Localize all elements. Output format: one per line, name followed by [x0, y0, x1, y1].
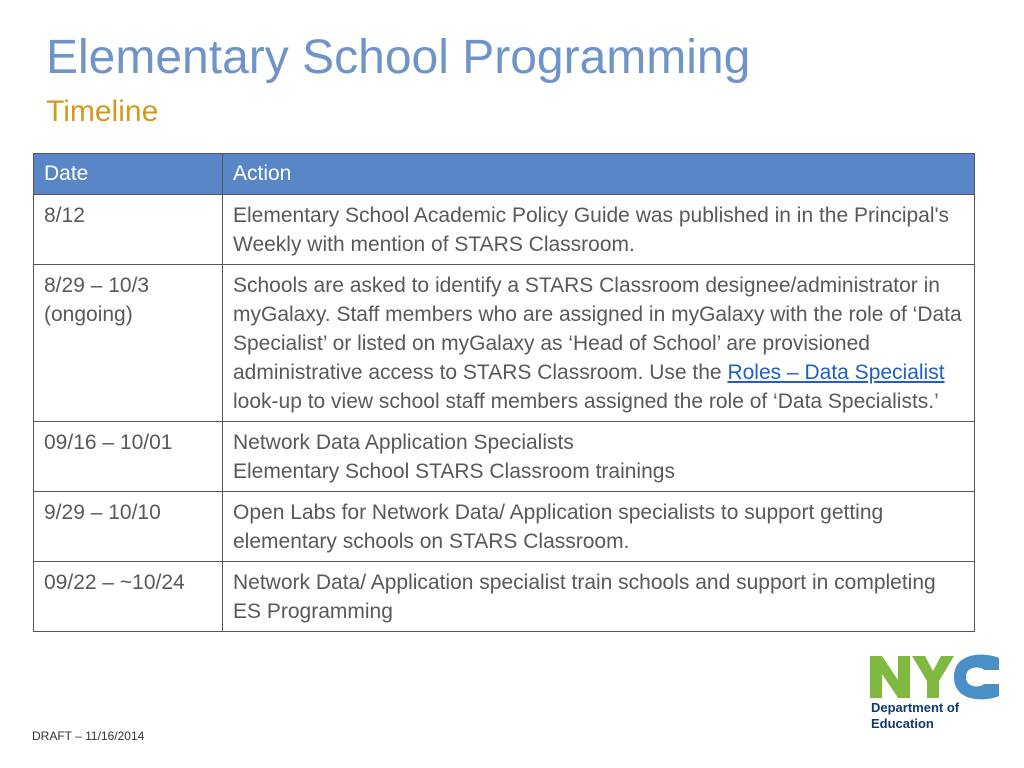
roles-data-specialist-link[interactable]: Roles – Data Specialist — [727, 361, 945, 384]
table-row — [34, 562, 975, 632]
table-row — [34, 195, 975, 265]
action-text: Schools are asked to identify a STARS Classroom designee/administrator in myGalaxy. Staff members who are assigned in myGalaxy with the role of ‘Data Specialist’ or listed on myGalaxy as ‘Head of School’ are provisioned administrative access to STARS Classroom. Use the — [233, 274, 962, 384]
table-row — [34, 492, 975, 562]
action-cell — [223, 422, 975, 492]
action-text: look-up to view school staff members assigned the role of ‘Data Specialists.’ — [233, 390, 939, 413]
timeline-table — [33, 153, 975, 632]
table-header-row — [34, 154, 975, 195]
table-row — [34, 265, 975, 422]
logo-line-1: Department of — [871, 700, 960, 715]
nyc-letters-icon — [868, 654, 1002, 700]
nyc-doe-logo — [868, 654, 1002, 736]
action-cell: Open Labs for Network Data/ Application specialists to support getting elementary schools on STARS Classroom. — [223, 492, 975, 562]
action-cell — [223, 265, 975, 422]
slide-subtitle: Timeline — [46, 95, 159, 128]
action-cell: Elementary School Academic Policy Guide was published in in the Principal's Weekly with mention of STARS Classroom. — [223, 195, 975, 265]
date-cell: 8/29 – 10/3 (ongoing) — [34, 265, 223, 422]
date-cell: 9/29 – 10/10 — [34, 492, 223, 562]
action-cell: Network Data/ Application specialist train schools and support in completing ES Programming — [223, 562, 975, 632]
action-text: Elementary School STARS Classroom trainings — [233, 460, 675, 483]
draft-footer: DRAFT – 11/16/2014 — [32, 729, 145, 743]
logo-department-text — [871, 700, 959, 732]
date-cell: 8/12 — [34, 195, 223, 265]
logo-line-2: Education — [871, 716, 934, 731]
slide-title: Elementary School Programming — [46, 31, 751, 84]
action-text: Network Data Application Specialists — [233, 431, 574, 454]
column-header-date: Date — [34, 154, 223, 195]
date-cell: 09/22 – ~10/24 — [34, 562, 223, 632]
table-row — [34, 422, 975, 492]
column-header-action: Action — [223, 154, 975, 195]
date-cell: 09/16 – 10/01 — [34, 422, 223, 492]
